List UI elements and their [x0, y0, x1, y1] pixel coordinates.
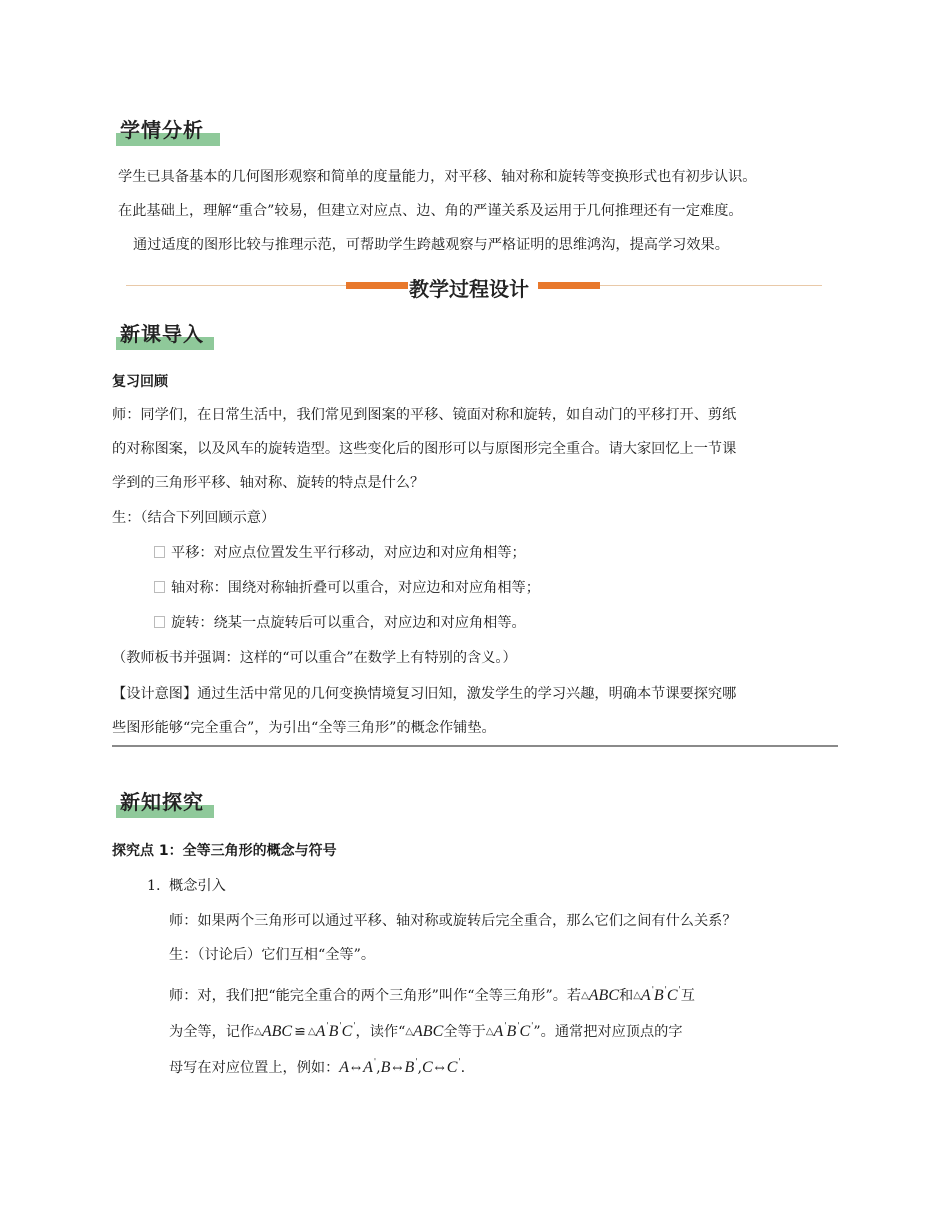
banner-title: 教学过程设计 [409, 277, 529, 301]
prime: ' [504, 1021, 507, 1030]
banner-bar-left [346, 282, 408, 289]
prime: ' [415, 1057, 418, 1066]
section-heading-xinzhi [116, 788, 214, 818]
arrow-symbol: ↔ [392, 1061, 403, 1075]
math-c: C [446, 1059, 458, 1076]
prime: ' [353, 1021, 356, 1030]
checkbox-icon [154, 581, 165, 593]
teacher-line-2: 的对称图案，以及风车的旋转造型。这些变化后的图形可以与原图形完全重合。请大家回忆上一节课 [112, 441, 737, 457]
bullet-item [154, 579, 540, 597]
math-b: B [328, 1023, 339, 1040]
list-item-number: 1. [147, 878, 161, 894]
definition-line-2 [169, 1017, 683, 1041]
math-b: B [404, 1059, 415, 1076]
math-abc: ABC [261, 1023, 293, 1040]
design-intent-line-1: 【设计意图】通过生活中常见的几何变换情境复习旧知，激发学生的学习兴趣，明确本节课要探究哪 [112, 686, 737, 702]
text: ”。通常把对应顶点的字 [533, 1024, 683, 1040]
bullet-text: 轴对称：围绕对称轴折叠可以重合，对应边和对应角相等； [171, 580, 540, 596]
xueqing-line-1: 学生已具备基本的几何图形观察和简单的度量能力，对平移、轴对称和旋转等变换形式也有初步认识。 [118, 169, 757, 185]
question-line: 师：如果两个三角形可以通过平移、轴对称或旋转后完全重合，那么它们之间有什么关系？ [169, 913, 737, 929]
checkbox-icon [154, 546, 165, 558]
bullet-text: 旋转：绕某一点旋转后可以重合，对应边和对应角相等。 [171, 615, 526, 631]
math-a: A [363, 1059, 373, 1076]
exploration-point-title: 探究点 1：全等三角形的概念与符号 [112, 843, 337, 859]
banner-bar-right [538, 282, 600, 289]
text: 为全等，记作 [169, 1024, 255, 1040]
math-b: B [380, 1059, 391, 1076]
bullet-item [154, 544, 526, 562]
math-b: B [653, 987, 664, 1004]
bullet-text: 平移：对应点位置发生平行移动，对应边和对应角相等； [171, 545, 526, 561]
text: 和 [619, 988, 634, 1004]
prime: ' [517, 1021, 520, 1030]
triangle-icon: △ [633, 990, 641, 1001]
checkbox-icon [154, 616, 165, 628]
triangle-icon: △ [307, 1026, 316, 1037]
math-c: C [666, 987, 678, 1004]
triangle-icon: △ [405, 1026, 414, 1037]
xueqing-line-3: 通过适度的图形比较与推理示范，可帮助学生跨越观察与严格证明的思维鸿沟，提高学习效果。 [133, 237, 729, 253]
section-divider [112, 745, 838, 747]
math-abc: ABC [413, 1023, 444, 1040]
math-a: A [339, 1059, 350, 1076]
comma: , [376, 1060, 381, 1076]
math-c: C [519, 1023, 531, 1040]
math-a: A [493, 1023, 504, 1040]
definition-line-3 [169, 1053, 465, 1077]
section-heading-xueqing [116, 116, 220, 146]
math-abc: ABC [588, 987, 619, 1004]
subsection-title: 复习回顾 [112, 374, 168, 390]
congruent-symbol: ≌ [294, 1024, 306, 1040]
banner-rule-left [126, 285, 348, 286]
banner-rule-right [600, 285, 822, 286]
math-c: C [421, 1059, 433, 1076]
answer-line: 生：（讨论后）它们互相“全等”。 [169, 947, 376, 963]
heading-text: 新课导入 [120, 322, 204, 346]
triangle-icon: △ [254, 1026, 262, 1037]
section-heading-xinke [116, 320, 214, 350]
prime: ' [531, 1021, 534, 1030]
design-intent-line-2: 些图形能够“完全重合”，为引出“全等三角形”的概念作铺垫。 [112, 720, 496, 736]
prime: ' [664, 985, 667, 994]
heading-text: 学情分析 [120, 118, 204, 142]
prime: ' [458, 1057, 461, 1066]
teacher-line-1: 师：同学们，在日常生活中，我们常见到图案的平移、镜面对称和旋转，如自动门的平移打开、剪纸 [112, 407, 737, 423]
text: 师：对，我们把“能完全重合的两个三角形”叫作“全等三角形”。若 [169, 988, 582, 1004]
comma: , [417, 1060, 422, 1076]
prime: ' [373, 1057, 377, 1066]
math-b: B [506, 1023, 517, 1040]
prime: ' [339, 1021, 342, 1030]
text: ，读作“ [355, 1024, 406, 1040]
math-c: C [341, 1023, 353, 1040]
triangle-icon: △ [485, 1026, 494, 1037]
list-item-label: 概念引入 [169, 878, 226, 894]
text: 母写在对应位置上，例如： [169, 1060, 340, 1076]
arrow-symbol: ↔ [351, 1061, 362, 1075]
prime: ' [326, 1021, 329, 1030]
teacher-note: （教师板书并强调：这样的“可以重合”在数学上有特别的含义。） [112, 650, 517, 666]
student-line: 生：（结合下列回顾示意） [112, 510, 276, 526]
heading-text: 新知探究 [120, 790, 204, 814]
math-a: A [640, 987, 651, 1004]
arrow-symbol: ↔ [434, 1061, 445, 1075]
teacher-line-3: 学到的三角形平移、轴对称、旋转的特点是什么？ [112, 475, 425, 491]
math-a: A [315, 1023, 326, 1040]
triangle-icon: △ [581, 990, 589, 1001]
prime: ' [651, 985, 654, 994]
definition-line-1 [169, 981, 695, 1005]
xueqing-line-2: 在此基础上，理解“重合”较易，但建立对应点、边、角的严谨关系及运用于几何推理还有一定难度。 [118, 203, 743, 219]
prime: ' [678, 985, 681, 994]
text: 互 [680, 988, 695, 1004]
period: . [460, 1060, 466, 1076]
bullet-item [154, 614, 526, 632]
text: 全等于 [443, 1024, 486, 1040]
